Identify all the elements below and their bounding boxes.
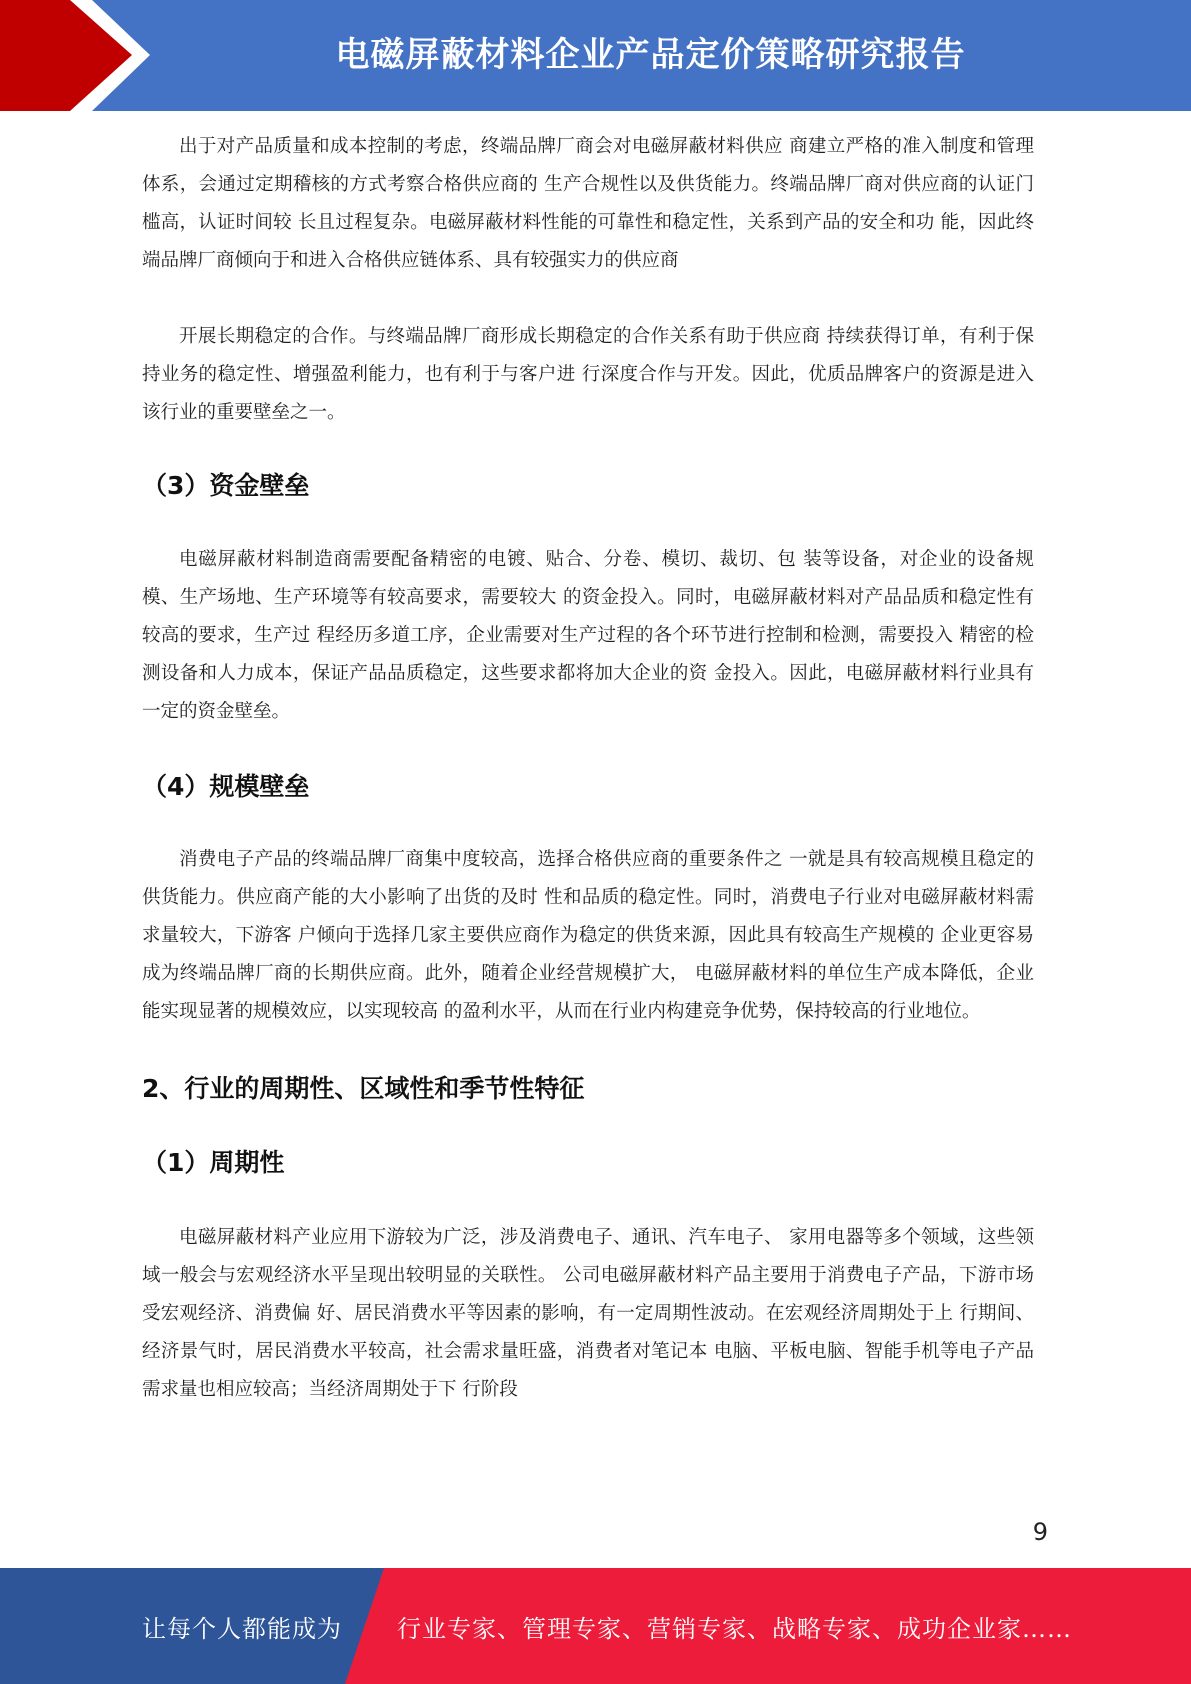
page-number: 9 (1032, 1518, 1048, 1546)
page-footer (0, 1568, 1191, 1684)
report-title: 电磁屏蔽材料企业产品定价策略研究报告 (335, 35, 966, 75)
subsection-heading-capital-barrier: （3）资金壁垒 (142, 471, 310, 500)
report-body (142, 128, 1034, 1409)
paragraph: 消费电子产品的终端品牌厂商集中度较高，选择合格供应商的重要条件之 一就是具有较高规模且稳定的供货能力。供应商产能的大小影响了出货的及时 性和品质的稳定性。同时，消费电子行业对电磁屏蔽材料需求量较大，下游客 户倾向于选择几家主要供应商作为稳定的供货来源，因此具有较高生产规模的 企业更容易成为终端品牌厂商的长期供应商。此外，随着企业经营规模扩大， 电磁屏蔽材料的单位生产成本降低，企业能实现显著的规模效应，以实现较高 的盈利水平，从而在行业内构建竞争优势，保持较高的行业地位。 (142, 849, 1034, 1022)
footer-slogan-lead: 让每个人都能成为 (142, 1614, 342, 1643)
subsection-heading-cyclicality: （1）周期性 (142, 1148, 285, 1177)
paragraph: 电磁屏蔽材料制造商需要配备精密的电镀、贴合、分卷、模切、裁切、包 装等设备，对企业的设备规模、生产场地、生产环境等有较高要求，需要较大 的资金投入。同时，电磁屏蔽材料对产品品质和稳定性有较高的要求，生产过 程经历多道工序，企业需要对生产过程的各个环节进行控制和检测，需要投入 精密的检测设备和人力成本，保证产品品质稳定，这些要求都将加大企业的资 金投入。因此，电磁屏蔽材料行业具有一定的资金壁垒。 (142, 549, 1034, 722)
footer-slogan-roles: 行业专家、管理专家、营销专家、战略专家、成功企业家…… (397, 1614, 1072, 1643)
section-heading: 2、行业的周期性、区域性和季节性特征 (142, 1074, 585, 1103)
paragraph: 电磁屏蔽材料产业应用下游较为广泛，涉及消费电子、通讯、汽车电子、 家用电器等多个领域，这些领域一般会与宏观经济水平呈现出较明显的关联性。 公司电磁屏蔽材料产品主要用于消费电子产品，下游市场受宏观经济、消费偏 好、居民消费水平等因素的影响，有一定周期性波动。在宏观经济周期处于上 行期间、经济景气时，居民消费水平较高，社会需求量旺盛，消费者对笔记本 电脑、平板电脑、智能手机等电子产品需求量也相应较高；当经济周期处于下 行阶段 (142, 1227, 1034, 1400)
paragraph: 出于对产品质量和成本控制的考虑，终端品牌厂商会对电磁屏蔽材料供应 商建立严格的准入制度和管理体系，会通过定期稽核的方式考察合格供应商的 生产合规性以及供货能力。终端品牌厂商对供应商的认证门槛高，认证时间较 长且过程复杂。电磁屏蔽材料性能的可靠性和稳定性，关系到产品的安全和功 能，因此终端品牌厂商倾向于和进入合格供应链体系、具有较强实力的供应商 (142, 136, 1034, 271)
page-header (0, 0, 1191, 111)
header-arrow-decoration (0, 0, 160, 111)
subsection-heading-scale-barrier: （4）规模壁垒 (142, 772, 310, 801)
paragraph: 开展长期稳定的合作。与终端品牌厂商形成长期稳定的合作关系有助于供应商 持续获得订单，有利于保持业务的稳定性、增强盈利能力，也有利于与客户进 行深度合作与开发。因此，优质品牌客户的资源是进入该行业的重要壁垒之一。 (142, 326, 1034, 423)
